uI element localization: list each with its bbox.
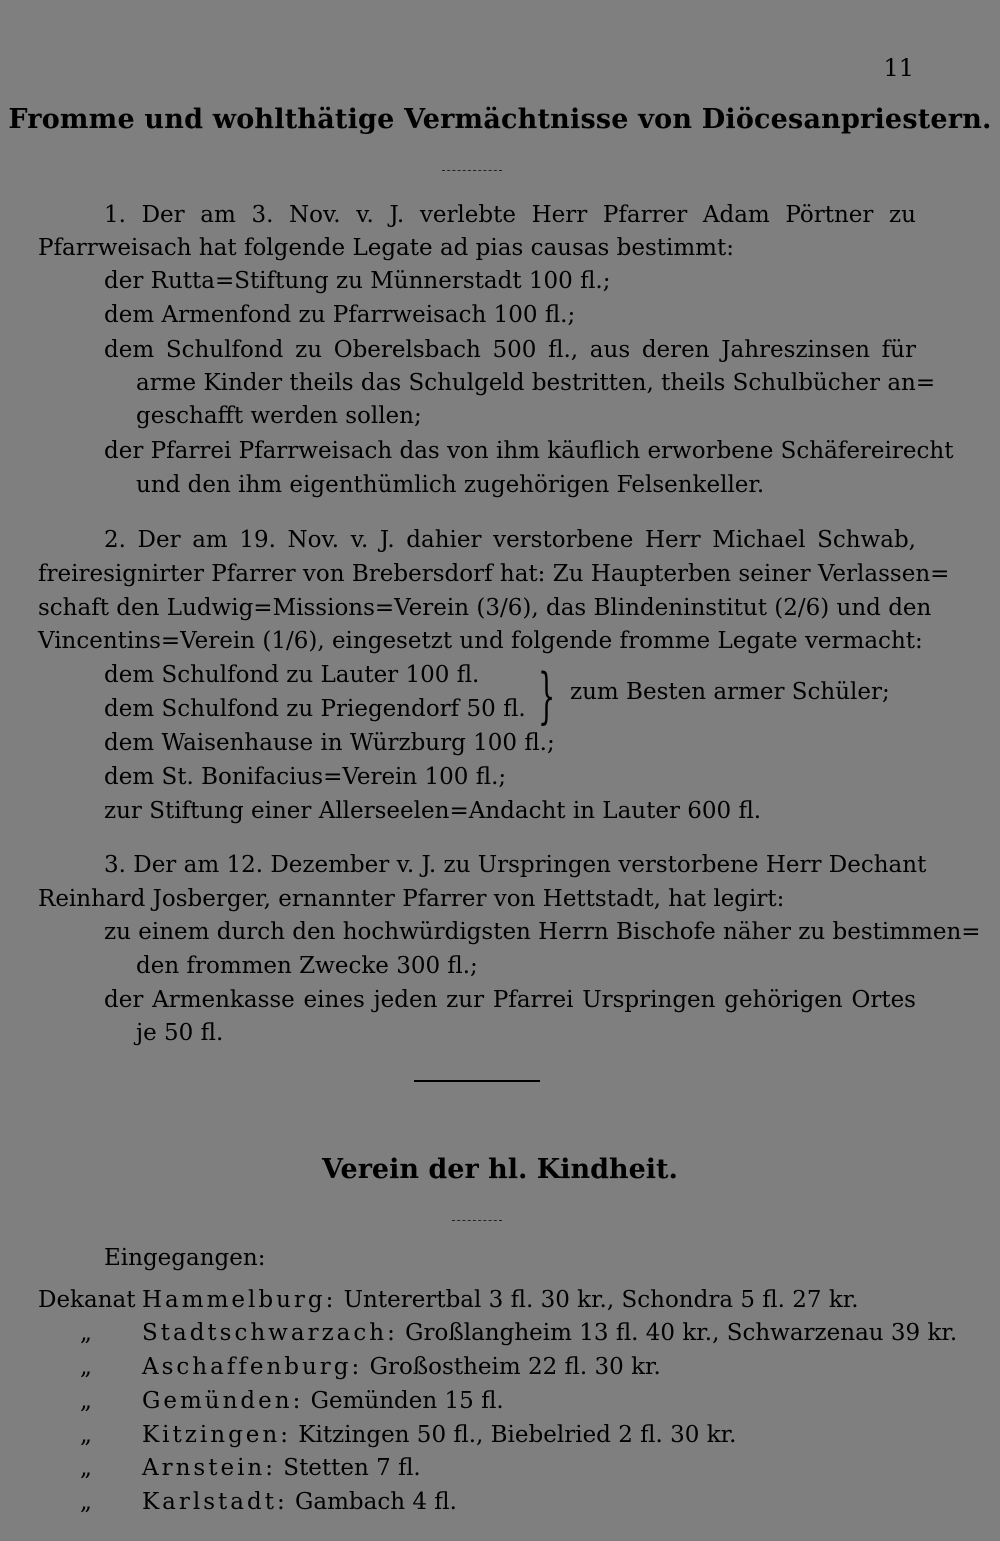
donation-text: Großlangheim 13 fl. 40 kr., Schwarzenau 39 kr. [397,1320,958,1346]
section-title-bequests: Fromme und wohlthätige Vermächtnisse von Diöcesanpriestern. [8,104,992,135]
text-line: der Pfarrei Pfarrweisach das von ihm käuflich erworbene Schäfereirecht [104,438,954,464]
text-line: dem St. Bonifacius=Verein 100 fl.; [104,764,507,790]
text-line: der Rutta=Stiftung zu Münnerstadt 100 fl.; [104,268,611,294]
list-item [38,1318,957,1348]
deanery-name: Stadtschwarzach: [142,1320,398,1346]
text-line: 3. Der am 12. Dezember v. J. zu Urspringen verstorbene Herr Dechant [104,852,927,878]
text-line: arme Kinder theils das Schulgeld bestritten, theils Schulbücher an= [136,370,936,396]
ditto-mark: „ [80,1388,92,1414]
ornament-divider [452,1220,502,1221]
ditto-mark: „ [80,1354,92,1380]
brace-symbol: } [538,661,556,731]
deanery-name: Kitzingen: [142,1422,291,1448]
text-line: Reinhard Josberger, ernannter Pfarrer von Hettstadt, hat legirt: [38,886,785,912]
list-item [38,1352,661,1382]
text-line: den frommen Zwecke 300 fl.; [136,953,478,979]
ditto-mark: „ [80,1455,92,1481]
section-divider [414,1080,540,1082]
donation-text: Kitzingen 50 fl., Biebelried 2 fl. 30 kr. [290,1422,737,1448]
text-line: dem Schulfond zu Oberelsbach 500 fl., aus deren Jahreszinsen für [104,337,916,363]
dekanat-label: Dekanat [38,1287,136,1313]
text-line: 2. Der am 19. Nov. v. J. dahier verstorbene Herr Michael Schwab, [104,527,916,553]
text-line: je 50 fl. [136,1020,224,1046]
ornament-divider [442,170,502,171]
text-line: geschafft werden sollen; [136,403,422,429]
donation-text: Unterertbal 3 fl. 30 kr., Schondra 5 fl. 27 kr. [336,1287,859,1313]
text-line: freiresignirter Pfarrer von Brebersdorf hat: Zu Haupterben seiner Verlassen= [38,561,950,587]
donation-text: Großostheim 22 fl. 30 kr. [362,1354,661,1380]
deanery-name: Arnstein: [142,1455,276,1481]
intro-line: Eingegangen: [104,1245,266,1271]
text-line: Pfarrweisach hat folgende Legate ad pias causas bestimmt: [38,235,734,261]
text-line: schaft den Ludwig=Missions=Verein (3/6), das Blindeninstitut (2/6) und den [38,595,932,621]
text-line: der Armenkasse eines jeden zur Pfarrei Urspringen gehörigen Ortes [104,987,916,1013]
list-item [38,1453,421,1483]
donation-text: Gemünden 15 fl. [303,1388,504,1414]
page-number: 11 [883,54,914,82]
text-line: zum Besten armer Schüler; [570,679,890,705]
ditto-mark: „ [80,1422,92,1448]
list-item [38,1487,457,1517]
donation-text: Gambach 4 fl. [287,1489,457,1515]
text-line: zur Stiftung einer Allerseelen=Andacht in Lauter 600 fl. [104,798,762,824]
ditto-mark: „ [80,1489,92,1515]
text-line: zu einem durch den hochwürdigsten Herrn Bischofe näher zu bestimmen= [104,919,981,945]
ditto-mark: „ [80,1320,92,1346]
donation-text: Stetten 7 fl. [276,1455,421,1481]
list-item [38,1420,736,1450]
section-title-kindheit: Verein der hl. Kindheit. [322,1154,678,1185]
text-line: dem Waisenhause in Würzburg 100 fl.; [104,730,555,756]
text-line: 1. Der am 3. Nov. v. J. verlebte Herr Pfarrer Adam Pörtner zu [104,202,916,228]
list-item [38,1386,504,1416]
text-line: und den ihm eigenthümlich zugehörigen Felsenkeller. [136,472,765,498]
deanery-name: Karlstadt: [142,1489,288,1515]
text-line: dem Armenfond zu Pfarrweisach 100 fl.; [104,302,576,328]
text-line: dem Schulfond zu Lauter 100 fl. [104,662,480,688]
list-item [38,1285,859,1315]
deanery-name: Gemünden: [142,1388,304,1414]
deanery-name: Hammelburg: [142,1287,337,1313]
deanery-name: Aschaffenburg: [142,1354,363,1380]
text-line: dem Schulfond zu Priegendorf 50 fl. [104,696,526,722]
text-line: Vincentins=Verein (1/6), eingesetzt und folgende fromme Legate vermacht: [38,628,923,654]
